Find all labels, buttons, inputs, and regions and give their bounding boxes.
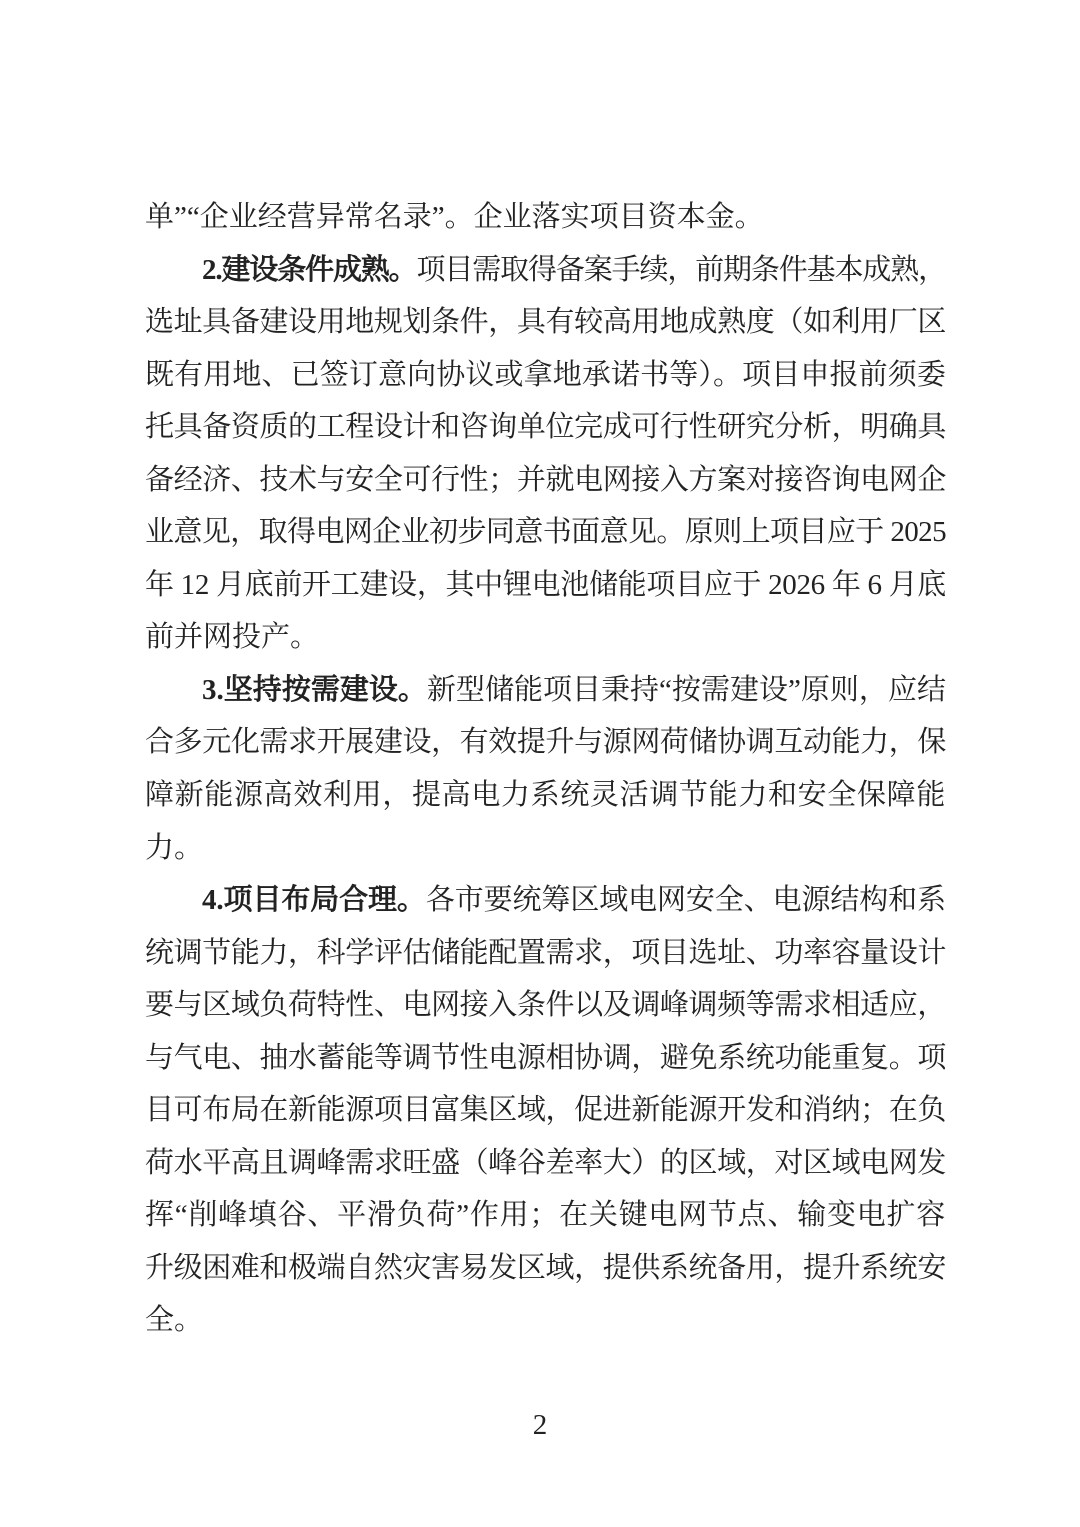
text-line (145, 296, 946, 349)
text-line (145, 664, 946, 717)
text-line-content: 既有用地、已签订意向协议或拿地承诺书等）。项目申报前须委 (145, 358, 946, 391)
text-line (145, 506, 946, 559)
text-line-content: 力。 (145, 831, 204, 864)
page-number: 2 (532, 1409, 548, 1441)
text-line (145, 1032, 946, 1085)
text-line-content: 单”“企业经营异常名录”。企业落实项目资本金。 (145, 201, 764, 233)
text-line-content: 2.建设条件成熟。项目需取得备案手续，前期条件基本成熟， (202, 253, 946, 286)
text-line (145, 559, 946, 612)
text-line (145, 1137, 946, 1190)
text-line-content: 托具备资质的工程设计和咨询单位完成可行性研究分析，明确具 (145, 411, 946, 444)
text-line (145, 401, 946, 454)
paragraph-heading: 3.坚持按需建设。 (202, 673, 427, 706)
text-line-content: 升级困难和极端自然灾害易发区域，提供系统备用，提升系统安 (145, 1251, 946, 1284)
text-line (145, 1189, 946, 1242)
text-line (145, 927, 946, 980)
paragraph-heading: 2.建设条件成熟。 (202, 253, 417, 286)
text-line (145, 454, 946, 507)
text-line-content: 业意见，取得电网企业初步同意书面意见。原则上项目应于 2025 (145, 516, 946, 549)
text-line (145, 1294, 946, 1347)
text-line-content: 目可布局在新能源项目富集区域，促进新能源开发和消纳；在负 (145, 1094, 946, 1127)
text-line-content: 备经济、技术与安全可行性；并就电网接入方案对接咨询电网企 (145, 463, 946, 496)
text-line-content: 合多元化需求开展建设，有效提升与源网荷储协调互动能力，保 (145, 726, 946, 759)
text-line-content: 障新能源高效利用，提高电力系统灵活调节能力和安全保障能 (145, 779, 946, 812)
text-line-content: 挥“削峰填谷、平滑负荷”作用；在关键电网节点、输变电扩容 (145, 1199, 946, 1232)
text-line (145, 979, 946, 1032)
text-line (145, 769, 946, 822)
text-line-content: 统调节能力，科学评估储能配置需求，项目选址、功率容量设计 (145, 936, 946, 969)
text-line-content: 与气电、抽水蓄能等调节性电源相协调，避免系统功能重复。项 (145, 1041, 946, 1074)
paragraph-heading: 4.项目布局合理。 (202, 884, 426, 917)
text-line-content: 前并网投产。 (145, 621, 320, 654)
text-line (145, 1084, 946, 1137)
text-line-content: 荷水平高且调峰需求旺盛（峰谷差率大）的区域，对区域电网发 (145, 1146, 946, 1179)
text-line (145, 349, 946, 402)
text-line (145, 191, 946, 244)
text-line (145, 822, 946, 875)
text-line-content: 3.坚持按需建设。新型储能项目秉持“按需建设”原则，应结 (202, 673, 946, 706)
text-line (145, 1242, 946, 1295)
text-line-content: 4.项目布局合理。各市要统筹区域电网安全、电源结构和系 (202, 884, 946, 917)
text-line (145, 874, 946, 927)
text-line-content: 选址具备建设用地规划条件，具有较高用地成熟度（如利用厂区 (145, 306, 946, 339)
text-line (145, 244, 946, 297)
text-line (145, 611, 946, 664)
text-line-content: 全。 (145, 1304, 204, 1337)
text-line (145, 716, 946, 769)
text-line-content: 年 12 月底前开工建设，其中锂电池储能项目应于 2026 年 6 月底 (145, 568, 946, 601)
text-block (145, 191, 946, 1347)
text-line-content: 要与区域负荷特性、电网接入条件以及调峰调频等需求相适应， (145, 989, 946, 1022)
